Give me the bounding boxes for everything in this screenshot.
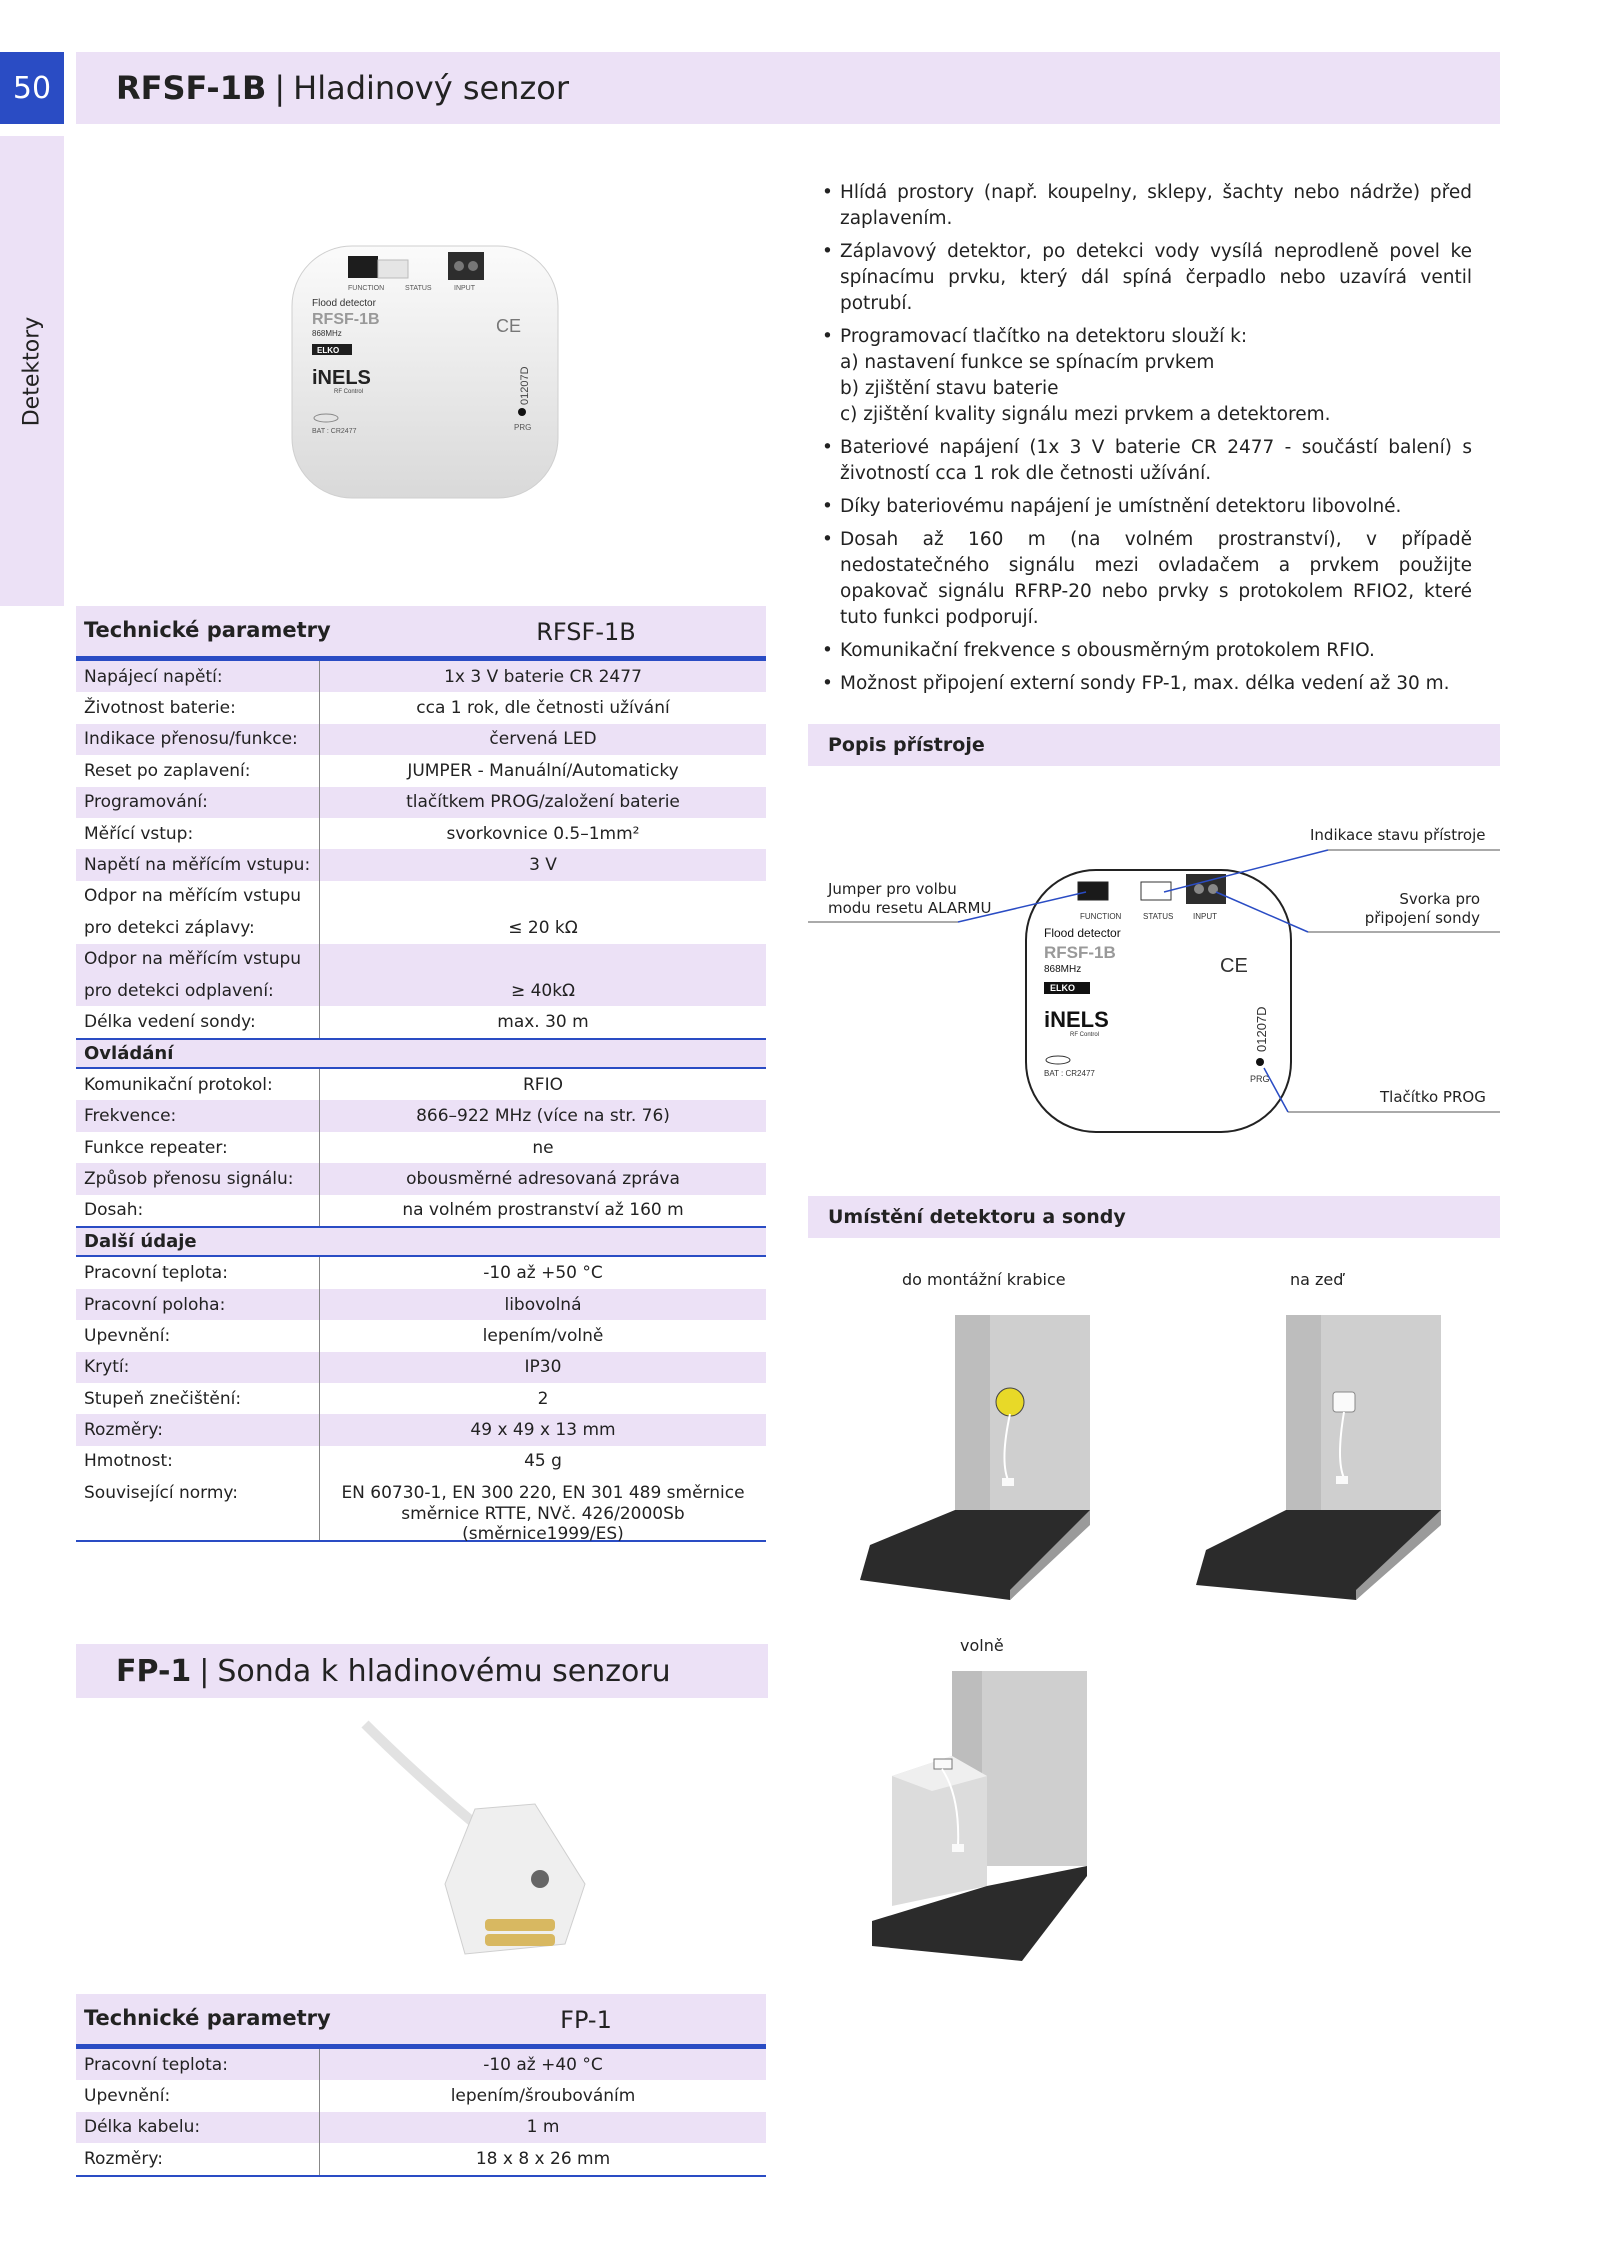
svg-text:ELKO: ELKO [1050,983,1076,993]
row-label: Upevnění: [76,1320,320,1351]
row-label: Délka kabelu: [76,2112,320,2143]
feature-text: Programovací tlačítko na detektoru slouží k: a) nastavení funkce se spínacím prvkem b) zjištění stavu baterie c) zjištění kvality signálu mezi prvkem a detektorem. [840,326,1331,425]
row-label: Frekvence: [76,1100,320,1131]
table-row [76,1414,766,1445]
table-row [76,2080,766,2111]
row-label: Hmotnost: [76,1446,320,1477]
row-label: Indikace přenosu/funkce: [76,724,320,755]
table-row [76,1289,766,1320]
spec-header-model: RFSF-1B [536,618,636,646]
table-row: Odpor na měřícím vstupu [76,944,766,975]
svg-text:RFSF-1B: RFSF-1B [312,311,380,328]
table-row: Odpor na měřícím vstupu [76,881,766,912]
bullet-icon: • [822,326,833,347]
table-row [76,1352,766,1383]
callout-indikace: Indikace stavu přístroje [1310,826,1486,844]
svg-text:PRG: PRG [514,423,532,432]
fp-header-model: FP-1 [560,2006,612,2034]
product-code: RFSF-1B [116,69,267,107]
feature-item [822,324,1472,428]
row-label: Pracovní poloha: [76,1289,320,1320]
bullet-icon: • [822,182,833,203]
table-row [76,2143,766,2176]
svg-text:INPUT: INPUT [454,285,475,292]
svg-text:RFSF-1B: RFSF-1B [1044,943,1116,962]
scene-na-zed [1186,1310,1446,1600]
feature-item [822,435,1472,487]
row-label: Pracovní teplota: [76,1257,320,1288]
bullet-icon: • [822,640,833,661]
row-value: 2 [537,1388,549,1409]
row-label: Dosah: [76,1195,320,1226]
table-row [76,1069,766,1100]
row-value: tlačítkem PROG/založení baterie [406,792,680,813]
table-row [76,755,766,786]
feature-text: Dosah až 160 m (na volném prostranství), v případě nedostatečného signálu mezi ovladačem a prvkem použijte opakovač signálu RFRP-20 nebo prvky s protokolem RFIO2, které tuto funkci podporují. [840,529,1472,628]
title-separator: | [274,69,286,107]
svg-text:STATUS: STATUS [1143,912,1174,921]
svg-text:iNELS: iNELS [1044,1007,1109,1032]
row-label: Životnost baterie: [76,692,320,723]
svg-text:RF Control: RF Control [334,389,364,395]
row-value: 866–922 MHz (více na str. 76) [416,1106,670,1127]
row-label: Napájecí napětí: [76,661,320,692]
row-value: obousměrné adresovaná zpráva [406,1168,680,1189]
fp-separator: | [199,1653,210,1689]
caption-na-zed: na zeď [1290,1270,1344,1289]
svg-text:CE: CE [1220,955,1248,977]
row-value: -10 až +50 °C [483,1263,603,1284]
svg-text:FUNCTION: FUNCTION [348,285,385,292]
table-row [76,1257,766,1288]
row-value: 3 V [529,855,557,876]
table-row: Délka vedení sondy: max. 30 m [76,1006,766,1037]
table-row: směrnice RTTE, NVč. 426/2000Sb (směrnice1999/ES) [76,1509,766,1542]
row-label: Způsob přenosu signálu: [76,1163,320,1194]
row-label: Pracovní teplota: [76,2049,320,2080]
bullet-icon: • [822,241,833,262]
table-row [76,2049,766,2080]
svg-text:iNELS: iNELS [312,367,371,389]
spec-header-label: Technické parametry [84,618,331,642]
table-row [76,1132,766,1163]
row-label: Krytí: [76,1352,320,1383]
feature-item [822,671,1472,697]
feature-item [822,239,1472,317]
feature-item [822,527,1472,631]
row-value: červená LED [489,729,597,750]
section-ovladani: Ovládání [76,1038,766,1069]
table-row [76,818,766,849]
feature-text: Komunikační frekvence s obousměrným protokolem RFIO. [840,640,1375,661]
table-row: pro detekci záplavy: ≤ 20 kΩ [76,912,766,943]
row-value: 1 m [526,2117,560,2138]
svg-text:PRG: PRG [1250,1074,1270,1084]
svg-text:STATUS: STATUS [405,285,432,292]
svg-text:ELKO: ELKO [317,346,340,355]
svg-text:INPUT: INPUT [1193,912,1217,921]
table-row [76,692,766,723]
feature-text: Záplavový detektor, po detekci vody vysílá neprodleně povel ke spínacímu prvku, který dál spíná čerpadlo nebo uzavírá ventil potrubí. [840,241,1472,314]
row-label: Napětí na měřícím vstupu: [76,849,320,880]
row-label: Reset po zaplavení: [76,755,320,786]
callout-jumper: Jumper pro volbu modu resetu ALARMU [828,880,992,917]
feature-text: Možnost připojení externí sondy FP-1, max. délka vedení až 30 m. [840,673,1450,694]
row-label: Rozměry: [76,1414,320,1445]
row-value: na volném prostranství až 160 m [402,1200,684,1221]
device-photo [288,240,563,505]
table-row [76,1163,766,1194]
svg-text:Flood detector: Flood detector [312,298,376,309]
table-row [76,1195,766,1226]
bullet-icon: • [822,529,833,550]
row-value: 49 x 49 x 13 mm [470,1420,616,1441]
table-row [76,1446,766,1477]
sidebar-category: Detektory [19,316,45,426]
row-value: lepením/šroubováním [450,2086,636,2107]
callout-svorka: Svorka pro připojení sondy [1364,890,1480,927]
table-row [76,849,766,880]
page-title [116,52,569,124]
feature-item [822,638,1472,664]
fp-title [76,1644,768,1698]
row-value: cca 1 rok, dle četnosti užívání [416,698,670,719]
table-row: Související normy: EN 60730-1, EN 300 220, EN 301 489 směrnice [76,1477,766,1508]
row-label: Funkce repeater: [76,1132,320,1163]
bullet-icon: • [822,673,833,694]
table-row: pro detekci odplavení: ≥ 40kΩ [76,975,766,1006]
row-label: Rozměry: [76,2143,320,2174]
section-dalsi-udaje: Další údaje [76,1226,766,1257]
bullet-icon: • [822,437,833,458]
caption-montazni-krabice: do montážní krabice [902,1270,1066,1289]
svg-text:BAT : CR2477: BAT : CR2477 [1044,1069,1095,1078]
row-value: lepením/volně [482,1325,604,1346]
page-number: 50 [0,52,64,124]
svg-text:868MHz: 868MHz [1044,964,1082,975]
feature-text: Díky bateriovému napájení je umístnění detektoru libovolné. [840,496,1402,517]
svg-text:RF Control: RF Control [1070,1032,1100,1038]
table-row [76,1320,766,1351]
row-value: IP30 [524,1357,562,1378]
scene-montazni-krabice [840,1310,1100,1600]
fp-header-label: Technické parametry [84,2006,331,2030]
feature-item [822,180,1472,232]
row-value: JUMPER - Manuální/Automaticky [407,760,679,781]
feature-text: Bateriové napájení (1x 3 V baterie CR 2477 - součástí balení) s životností cca 1 rok dle četnosti užívání. [840,437,1472,484]
row-value: RFIO [523,1074,563,1095]
row-label: Stupeň znečištění: [76,1383,320,1414]
spec-table-header [76,606,766,661]
bullet-icon: • [822,496,833,517]
row-label: Komunikační protokol: [76,1069,320,1100]
scene-volne [872,1666,1102,1966]
svg-text:CE: CE [496,316,522,336]
table-row [76,1100,766,1131]
table-row [76,2112,766,2143]
section-popis: Popis přístroje [808,724,1500,766]
svg-text:Flood detector: Flood detector [1044,926,1121,940]
callout-tlacitko: Tlačítko PROG [1380,1088,1486,1106]
fp-name: Sonda k hladinovému senzoru [217,1653,671,1689]
spec-table-fp [76,1994,766,2177]
svg-text:BAT : CR2477: BAT : CR2477 [312,428,357,435]
svg-text:01207D: 01207D [519,366,531,405]
feature-item [822,494,1472,520]
svg-text:01207D: 01207D [1254,1006,1269,1052]
svg-text:868MHz: 868MHz [312,329,342,338]
svg-text:FUNCTION: FUNCTION [1080,912,1122,921]
row-value: -10 až +40 °C [483,2054,603,2075]
table-row [76,787,766,818]
fp-code: FP-1 [116,1653,192,1689]
spec-table-rfsf [76,606,766,1545]
probe-photo [355,1714,635,1964]
table-row [76,724,766,755]
row-label: Upevnění: [76,2080,320,2111]
table-row [76,661,766,692]
table-row [76,1383,766,1414]
row-value: ne [532,1137,554,1158]
row-value: 1x 3 V baterie CR 2477 [444,666,642,687]
row-value: svorkovnice 0.5–1mm² [446,823,640,844]
product-name: Hladinový senzor [293,69,569,107]
row-value: 18 x 8 x 26 mm [475,2148,611,2169]
feature-list [822,180,1472,704]
feature-text: Hlídá prostory (např. koupelny, sklepy, šachty nebo nádrže) před zaplavením. [840,182,1472,229]
fp-table-header [76,1994,766,2049]
row-label: Programování: [76,787,320,818]
row-value: 45 g [524,1451,562,1472]
caption-volne: volně [960,1636,1004,1655]
section-umisteni: Umístění detektoru a sondy [808,1196,1500,1238]
row-value: libovolná [504,1294,582,1315]
row-label: Měřící vstup: [76,818,320,849]
